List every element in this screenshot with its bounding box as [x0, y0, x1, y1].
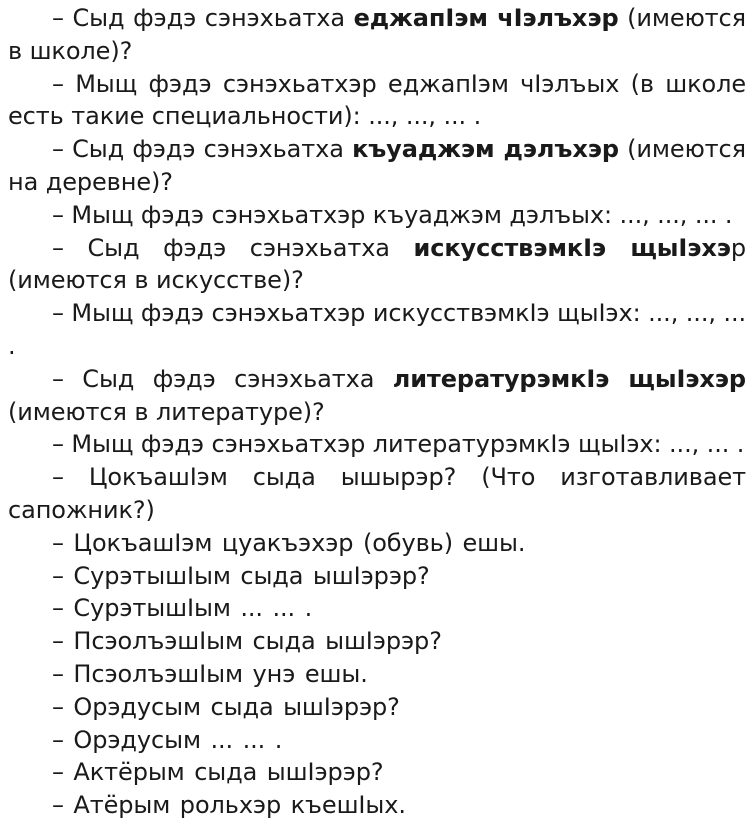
dialogue-line	[0, 232, 756, 298]
line-text: – Орэдусым сыда ышІэрэр?	[52, 692, 400, 721]
line-text: – Сыд фэдэ сэнэхьатха	[52, 4, 354, 32]
dialogue-line	[0, 527, 756, 560]
line-text: – Сыд фэдэ сэнэхьатха	[52, 364, 393, 393]
dialogue-line	[0, 658, 756, 691]
line-text: (имеются в школе)?	[8, 4, 746, 65]
dialogue-line	[0, 461, 756, 527]
line-text: – Актёрым сыда ышІэрэр?	[52, 758, 384, 787]
dialogue-line	[0, 789, 756, 822]
line-text: – Сыд фэдэ сэнэхьатха	[52, 233, 414, 262]
dialogue-line	[0, 428, 756, 461]
line-text: – Орэдусым ... ... .	[52, 725, 283, 754]
line-text: – Сыд фэдэ сэнэхьатха	[52, 135, 353, 164]
dialogue-line	[0, 592, 756, 625]
dialogue-line	[0, 133, 756, 199]
line-text: – ПсэолъэшІым сыда ышІэрэр?	[52, 627, 442, 656]
line-text: – ПсэолъэшІым унэ ешы.	[52, 659, 368, 688]
dialogue-line	[0, 199, 756, 232]
line-bold-text: искусствэмкӀэ щыӀэхэ	[413, 233, 731, 262]
dialogue-line	[0, 2, 756, 68]
line-text: – СурэтышІым ... ... .	[52, 594, 313, 623]
line-text: (имеются в литературе)?	[8, 397, 325, 426]
line-bold-text: литературэмкӀэ щыӀэхэр	[392, 364, 746, 393]
line-bold-text: къуаджэм дэлъхэр	[352, 135, 619, 164]
dialogue-line	[0, 756, 756, 789]
line-text: – ЦокъашӀэм сыда ышырэр? (Что изготавливает сапожник?)	[8, 463, 746, 524]
dialogue-line	[0, 363, 756, 429]
dialogue-line	[0, 68, 756, 134]
line-text: – Мыщ фэдэ сэнэхьатхэр къуаджэм дэлъых: ..., ..., ... .	[52, 200, 733, 229]
dialogue-line	[0, 691, 756, 724]
dialogue-line	[0, 560, 756, 593]
line-text: р (имеются в искусстве)?	[8, 233, 746, 295]
line-text: – Мыщ фэдэ сэнэхьатхэр еджапӀэм чӀэлъых (в школе есть такие специальности): ..., ..., ... .	[8, 69, 746, 131]
line-text: – Мыщ фэдэ сэнэхьатхэр литературэмкӀэ щыӀэх: ..., ... .	[52, 430, 745, 459]
line-text: (имеются на деревне)?	[8, 135, 746, 196]
dialogue-line	[0, 724, 756, 757]
line-text: – Мыщ фэдэ сэнэхьатхэр искусствэмкӀэ щыӀэх: ..., ..., ... .	[8, 299, 746, 360]
line-text: – ЦокъашӀэм цуакъэхэр (обувь) ешы.	[52, 528, 526, 557]
dialogue-line	[0, 625, 756, 658]
line-bold-text: еджапӀэм чӀэлъхэр	[353, 4, 619, 32]
line-text: – Атёрым рольхэр къешІых.	[52, 791, 406, 820]
line-text: – СурэтышІым сыда ышІэрэр?	[52, 561, 430, 590]
dialogue-line	[0, 297, 756, 363]
